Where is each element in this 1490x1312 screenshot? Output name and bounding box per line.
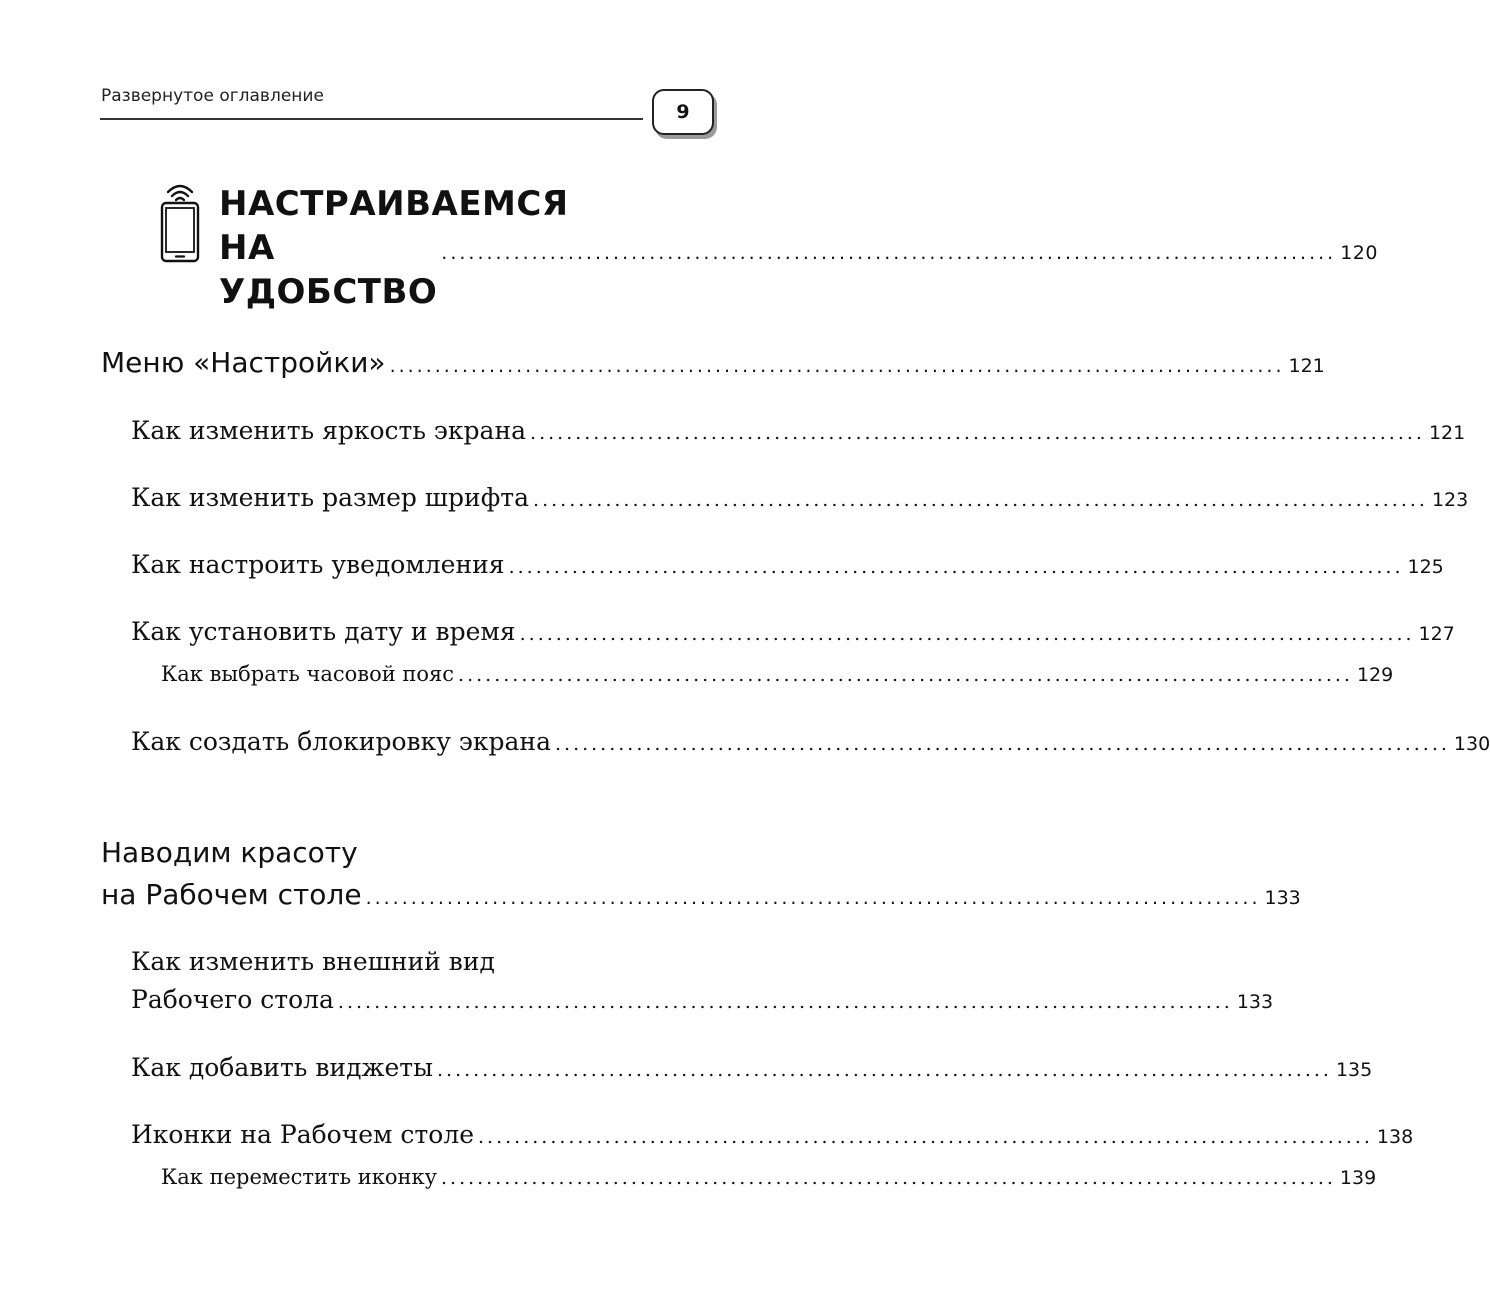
toc-entry-title: Как создать блокировку экрана (131, 727, 551, 756)
toc-entry[interactable] (131, 985, 1274, 1014)
dot-leader: ................................................................................................... (458, 664, 1353, 686)
toc-page-number: 129 (1356, 664, 1394, 686)
dot-leader: ................................................................................................... (519, 623, 1415, 645)
toc-entry[interactable] (131, 550, 1444, 579)
dot-leader: ................................................................................................... (530, 422, 1425, 444)
toc-entry[interactable] (131, 1053, 1373, 1082)
toc-subentry-title: Как выбрать часовой пояс (161, 662, 455, 686)
toc-entry-title: Как настроить уведомления (131, 550, 505, 579)
dot-leader: ................................................................................................... (478, 1126, 1373, 1148)
toc-page-number: 121 (1288, 355, 1325, 377)
toc-entry-title: Как изменить яркость экрана (131, 416, 527, 445)
toc-section[interactable] (101, 878, 1301, 911)
chapter-heading[interactable] (219, 182, 1378, 314)
toc-page-number: 123 (1431, 489, 1469, 511)
toc-page-number: 139 (1339, 1167, 1377, 1189)
toc-section[interactable] (101, 346, 1325, 379)
toc-page-number: 133 (1264, 887, 1301, 909)
dot-leader: ................................................................................................... (389, 355, 1285, 377)
header-rule (100, 118, 643, 120)
dot-leader: ................................................................................................... (440, 1167, 1336, 1189)
toc-section-title-line1[interactable]: Наводим красоту (101, 836, 358, 869)
page-number-badge (652, 89, 714, 135)
dot-leader: ................................................................................................... (508, 556, 1404, 578)
dot-leader: ................................................................................................... (441, 242, 1337, 264)
toc-entry[interactable] (131, 416, 1466, 445)
dot-leader: ................................................................................................... (533, 489, 1428, 511)
toc-subentry[interactable] (161, 662, 1394, 686)
toc-page-number: 121 (1428, 422, 1466, 444)
toc-subentry-title: Как переместить иконку (161, 1165, 437, 1189)
toc-entry[interactable] (131, 617, 1455, 646)
toc-entry[interactable] (131, 483, 1469, 512)
chapter-title-line2: НА УДОБСТВО (219, 228, 438, 312)
page-number: 9 (676, 101, 690, 123)
toc-entry[interactable] (131, 727, 1490, 756)
toc-entry-title: Как изменить размер шрифта (131, 483, 530, 512)
toc-page-number: 130 (1453, 733, 1490, 755)
toc-section-title: Меню «Настройки» (101, 346, 386, 379)
toc-page-number: 125 (1407, 556, 1444, 578)
toc-page-number: 133 (1236, 991, 1274, 1013)
dot-leader: ................................................................................................... (554, 733, 1450, 755)
toc-entry-title: Иконки на Рабочем столе (131, 1120, 474, 1149)
toc-entry-title: Как установить дату и время (131, 617, 516, 646)
toc-entry-title: Как добавить виджеты (131, 1053, 434, 1082)
toc-page-number: 135 (1335, 1059, 1373, 1081)
toc-section-title-line2: на Рабочем столе (101, 878, 362, 911)
running-head: Развернутое оглавление (101, 86, 324, 106)
toc-page-number: 138 (1376, 1126, 1414, 1148)
toc-entry-title-line2: Рабочего стола (131, 985, 334, 1014)
toc-subentry[interactable] (161, 1165, 1377, 1189)
chapter-page: 120 (1340, 242, 1378, 264)
chapter-title-line1: НАСТРАИВАЕМСЯ (219, 184, 569, 224)
toc-page-number: 127 (1418, 623, 1455, 645)
smartphone-signal-icon (157, 176, 203, 264)
toc-entry-title-line1[interactable]: Как изменить внешний вид (131, 947, 495, 976)
dot-leader: ................................................................................................... (337, 991, 1233, 1013)
toc-entry[interactable] (131, 1120, 1414, 1149)
dot-leader: ................................................................................................... (437, 1059, 1332, 1081)
dot-leader: ................................................................................................... (365, 887, 1261, 909)
